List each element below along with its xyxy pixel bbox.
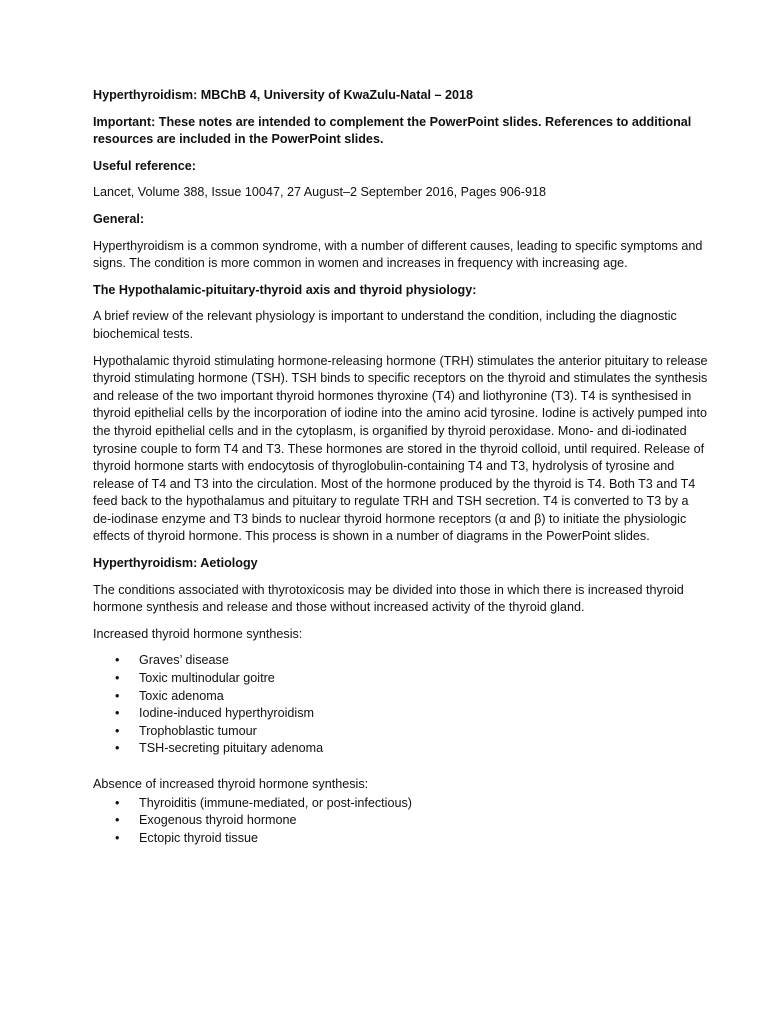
aetiology-heading: Hyperthyroidism: Aetiology xyxy=(93,556,258,571)
useful-reference-heading: Useful reference: xyxy=(93,158,196,173)
document-title: Hyperthyroidism: MBChB 4, University of KwaZulu-Natal – 2018 xyxy=(93,88,473,102)
spacer xyxy=(93,758,708,776)
axis-physiology-paragraph: Hypothalamic thyroid stimulating hormone-releasing hormone (TRH) stimulates the anterior pituitary to release thyroid stimulating hormone (TSH). TSH binds to specific receptors on the thyroid and stimulates the synthesis and release of the two important thyroid hormones thyroxine (T4) and liothyronine (T3). T4 is synthesised in thyroid epithelial cells by the incorporation of iodine into the amino acid tyrosine. Iodine is actively pumped into the thyroid epithelial cells and in the cytoplasm, is organified by thyroid peroxidase. Mono- and di-iodinated tyrosine couple to form T4 and T3. These hormones are stored in the thyroid colloid, until required. Release of thyroid hormone starts with endocytosis of thyroglobulin-containing T4 and T3, hydrolysis of tyrosine and release of T4 and T3 into the circulation. Most of the hormone produced by the thyroid is T4. Both T3 and T4 feed back to the hypothalamus and pituitary to regulate TRH and TSH secretion. T4 is converted to T3 by a de-iodinase enzyme and T3 binds to nuclear thyroid hormone receptors (α and β) to initiate the physiologic effects of thyroid hormone. This process is shown in a number of diagrams in the PowerPoint slides. xyxy=(93,353,708,544)
absence-synthesis-list xyxy=(93,795,708,848)
list-item: • Thyroiditis (immune-mediated, or post-infectious) xyxy=(139,795,708,813)
increased-synthesis-heading: Increased thyroid hormone synthesis: xyxy=(93,626,303,641)
general-heading: General: xyxy=(93,211,145,226)
list-item: • Iodine-induced hyperthyroidism xyxy=(139,705,708,723)
list-item: • Toxic multinodular goitre xyxy=(139,670,708,688)
list-item: • Ectopic thyroid tissue xyxy=(139,830,708,848)
reference-citation: Lancet, Volume 388, Issue 10047, 27 August–2 September 2016, Pages 906-918 xyxy=(93,185,547,200)
list-item: • Graves’ disease xyxy=(139,652,708,670)
important-note: Important: These notes are intended to complement the PowerPoint slides. References to additional resources are included in the PowerPoint slides. xyxy=(93,114,692,147)
axis-heading: The Hypothalamic-pituitary-thyroid axis and thyroid physiology: xyxy=(93,282,477,297)
general-paragraph: Hyperthyroidism is a common syndrome, with a number of different causes, leading to specific symptoms and signs. The condition is more common in women and increases in frequency with increasing age. xyxy=(93,238,703,271)
list-item: • TSH-secreting pituitary adenoma xyxy=(139,740,708,758)
list-item: • Exogenous thyroid hormone xyxy=(139,812,708,830)
increased-synthesis-list xyxy=(93,652,708,758)
absence-synthesis-heading: Absence of increased thyroid hormone synthesis: xyxy=(93,777,369,791)
list-item: • Toxic adenoma xyxy=(139,688,708,706)
axis-intro-paragraph: A brief review of the relevant physiology is important to understand the condition, including the diagnostic biochemical tests. xyxy=(93,309,677,341)
aetiology-paragraph: The conditions associated with thyrotoxicosis may be divided into those in which there is increased thyroid hormone synthesis and release and those without increased activity of the thyroid gland. xyxy=(93,582,684,615)
list-item: • Trophoblastic tumour xyxy=(139,723,708,741)
